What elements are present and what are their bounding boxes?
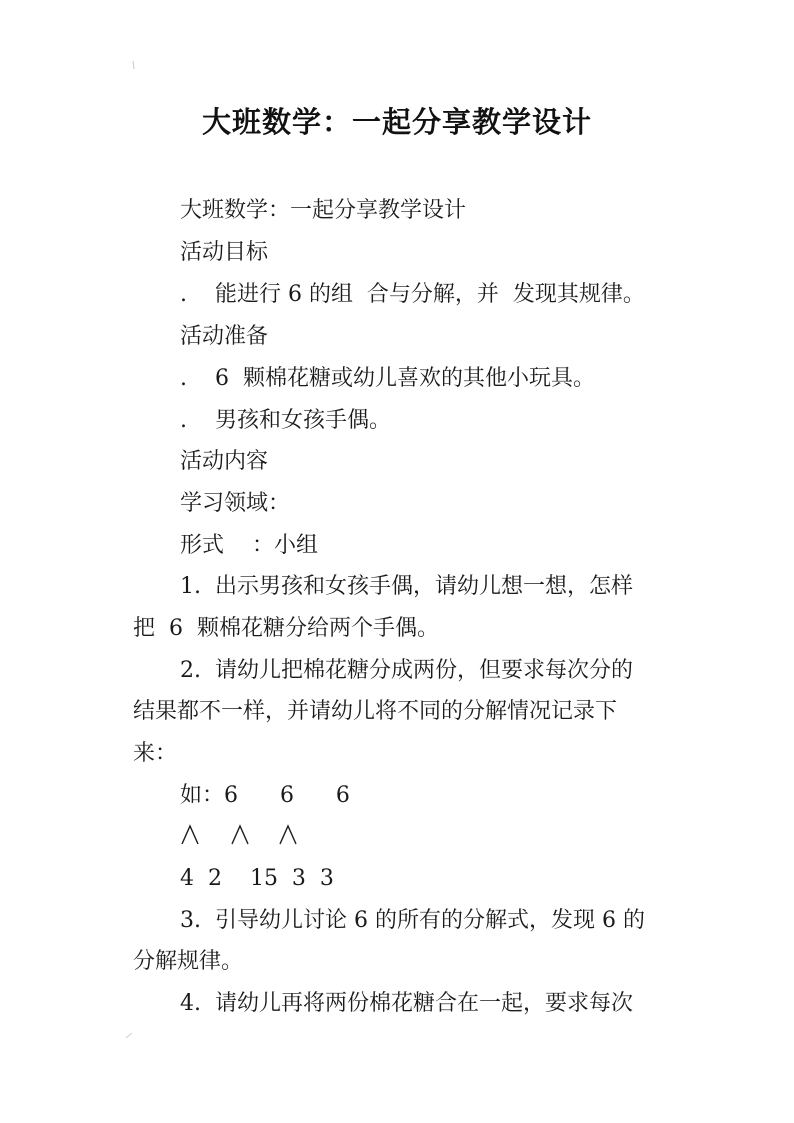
preparation-item-1: . 6 颗棉花糖或幼儿喜欢的其他小玩具。 [180, 366, 595, 391]
step-3-line-2: 分解规律。 [133, 949, 244, 974]
section-content: 活动内容 [180, 449, 269, 474]
preparation-item-2: . 男孩和女孩手偶。 [180, 408, 391, 433]
learning-area: 学习领域： [180, 491, 291, 516]
step-2-line-1: 2. 请幼儿把棉花糖分成两份，但要求每次分的 [180, 658, 633, 683]
step-1-line-1: 1. 出示男孩和女孩手偶，请幼儿想一想，怎样 [180, 574, 633, 599]
section-goals: 活动目标 [180, 240, 269, 265]
activity-form: 形式 ：小组 [180, 533, 318, 558]
heading-repeat: 大班数学：一起分享教学设计 [180, 198, 467, 223]
scan-speck-top [128, 60, 138, 70]
document-title: 大班数学：一起分享教学设计 [201, 105, 592, 139]
example-splits: 4 2 15 3 3 [180, 866, 334, 891]
step-2-line-2: 结果都不一样，并请幼儿将不同的分解情况记录下 [133, 699, 618, 724]
step-4-line-1: 4. 请幼儿再将两份棉花糖合在一起，要求每次 [180, 991, 633, 1016]
example-numbers: 如：6 6 6 [180, 783, 350, 808]
step-2-line-3: 来： [133, 741, 178, 766]
branch-mark-2 [232, 826, 248, 844]
scan-speck-bottom [124, 1030, 134, 1040]
branch-mark-3 [280, 826, 296, 844]
step-1-line-2: 把 6 颗棉花糖分给两个手偶。 [133, 616, 439, 641]
decomposition-branches [180, 820, 320, 850]
step-3-line-1: 3. 引导幼儿讨论 6 的所有的分解式，发现 6 的 [180, 908, 645, 933]
section-preparation: 活动准备 [180, 324, 269, 349]
branch-mark-1 [182, 826, 198, 844]
goal-item: . 能进行 6 的组 合与分解，并 发现其规律。 [180, 282, 645, 307]
